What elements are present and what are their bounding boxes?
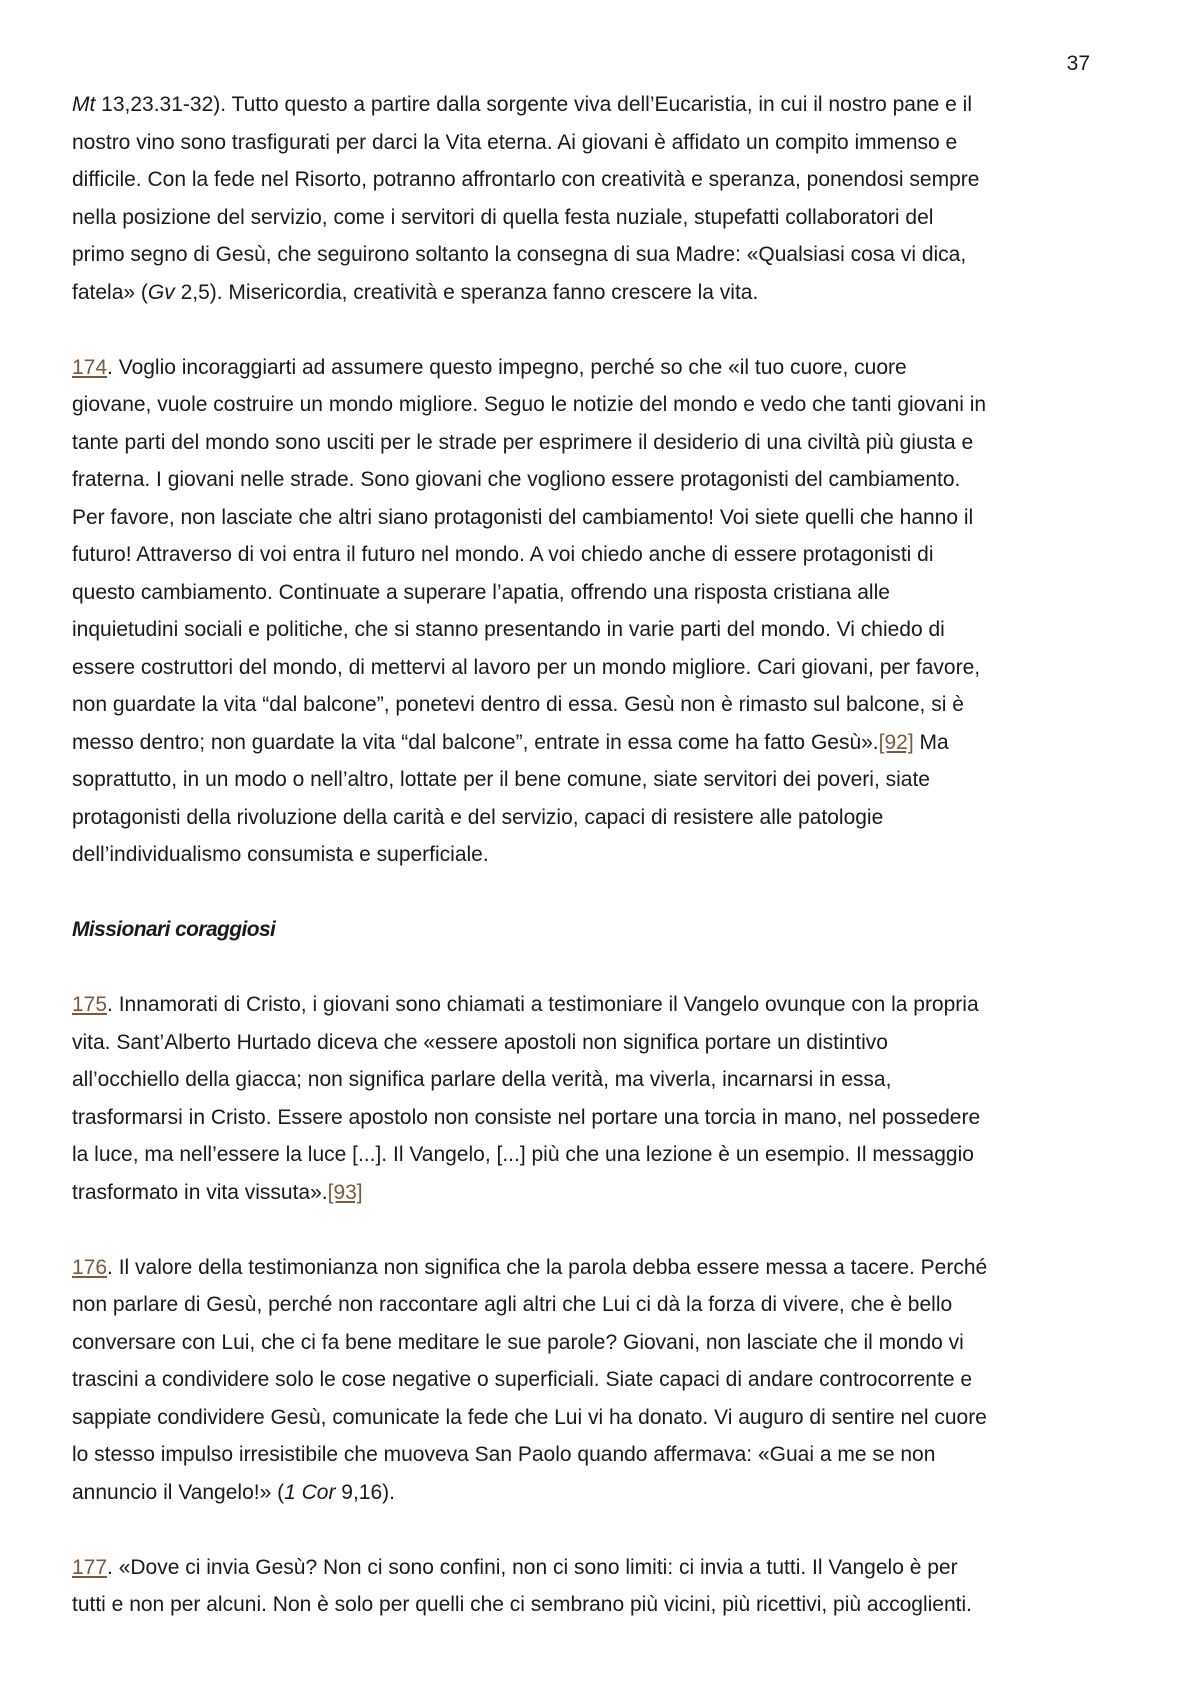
page-number: 37 — [1066, 52, 1090, 75]
text-line — [72, 274, 1132, 312]
text-line: trasformarsi in Cristo. Essere apostolo non consiste nel portare una torcia in mano, nel possedere — [72, 1105, 981, 1129]
section-heading: Missionari coraggiosi — [72, 918, 276, 941]
text-line: fraterna. I giovani nelle strade. Sono giovani che vogliono essere protagonisti del cambiamento. — [72, 468, 961, 491]
text-line: non parlare di Gesù, perché non raccontare agli altri che Lui ci dà la forza di vivere, che è bello — [72, 1293, 953, 1316]
text-line: soprattutto, in un modo o nell’altro, lottate per il bene comune, siate servitori dei poveri, siate — [72, 768, 930, 791]
paragraph-continuation — [72, 86, 1132, 311]
text-line: Per favore, non lasciate che altri siano protagonisti del cambiamento! Voi siete quelli che hanno il — [72, 505, 974, 529]
text-span: trasformato in vita vissuta». — [72, 1180, 328, 1204]
text-span: 13,23.31-32). Tutto questo a partire dalla sorgente viva dell’Eucaristia, in cui il nostro pane e il — [95, 93, 972, 116]
paragraph-174 — [72, 349, 1132, 874]
paragraph-number-link[interactable]: 176 — [72, 1255, 108, 1279]
text-line: nella posizione del servizio, come i servitori di quella festa nuziale, stupefatti collaboratori del — [72, 205, 934, 229]
paragraph-number-link[interactable]: 174 — [72, 355, 108, 379]
text-span: . Voglio incoraggiarti ad assumere questo impegno, perché so che «il tuo cuore, cuore — [107, 355, 907, 379]
text-line: futuro! Attraverso di voi entra il futuro nel mondo. A voi chiedo anche di essere protagonisti di — [72, 543, 934, 566]
text-line: primo segno di Gesù, che seguirono soltanto la consegna di sua Madre: «Qualsiasi cosa vi dica, — [72, 243, 967, 266]
text-line: conversare con Lui, che ci fa bene meditare le sue parole? Giovani, non lasciate che il mondo vi — [72, 1330, 964, 1354]
paragraph-number-link[interactable]: 175 — [72, 993, 108, 1016]
paragraph-175 — [72, 986, 1132, 1211]
text-span: . Innamorati di Cristo, i giovani sono chiamati a testimoniare il Vangelo ovunque con la propria — [107, 993, 979, 1016]
text-span: . Il valore della testimonianza non significa che la parola debba essere messa a tacere. Perché — [107, 1255, 988, 1279]
text-line — [72, 1549, 1132, 1587]
paragraph-176 — [72, 1249, 1132, 1512]
text-line: difficile. Con la fede nel Risorto, potranno affrontarlo con creatività e speranza, ponendosi sempre — [72, 168, 980, 191]
text-line — [72, 724, 1132, 762]
scripture-ref: Gv — [147, 280, 175, 304]
text-line: trascini a condividere solo le cose negative o superficiali. Siate capaci di andare controcorrente e — [72, 1368, 973, 1391]
footnote-link[interactable]: [93] — [327, 1180, 363, 1204]
text-line: tante parti del mondo sono usciti per le strade per esprimere il desiderio di una civiltà più giusta e — [72, 430, 974, 454]
text-line — [72, 1174, 1132, 1212]
text-line — [72, 86, 1132, 124]
document-body — [72, 86, 1132, 1661]
footnote-link[interactable]: [92] — [878, 730, 914, 754]
text-line: vita. Sant’Alberto Hurtado diceva che «essere apostoli non significa portare un distintivo — [72, 1030, 888, 1054]
text-line: inquietudini sociali e politiche, che si stanno presentando in varie parti del mondo. Vi chiedo di — [72, 618, 945, 641]
text-line: dell’individualismo consumista e superficiale. — [72, 843, 489, 866]
text-line: non guardate la vita “dal balcone”, ponetevi dentro di essa. Gesù non è rimasto sul balcone, si è — [72, 693, 964, 716]
text-span: . «Dove ci invia Gesù? Non ci sono confini, non ci sono limiti: ci invia a tutti. Il Vangelo è per — [107, 1555, 958, 1579]
text-span: 2,5). Misericordia, creatività e speranza fanno crescere la vita. — [174, 280, 759, 304]
paragraph-number-link[interactable]: 177 — [72, 1555, 108, 1579]
text-span: messo dentro; non guardate la vita “dal balcone”, entrate in essa come ha fatto Gesù». — [72, 730, 879, 754]
text-line: sappiate condividere Gesù, comunicate la fede che Lui vi ha donato. Vi auguro di sentire nel cuore — [72, 1405, 987, 1429]
text-line: nostro vino sono trasfigurati per darci la Vita eterna. Ai giovani è affidato un compito immenso e — [72, 130, 958, 154]
text-span: annuncio il Vangelo!» ( — [72, 1480, 285, 1504]
text-span: Ma — [913, 730, 949, 754]
text-line: la luce, ma nell’essere la luce [...]. Il Vangelo, [...] più che una lezione è un esempio. Il messaggio — [72, 1143, 974, 1166]
text-line — [72, 1249, 1132, 1287]
scripture-ref: Mt — [72, 93, 96, 116]
text-line: giovane, vuole costruire un mondo migliore. Seguo le notizie del mondo e vedo che tanti giovani in — [72, 393, 987, 416]
text-line: questo cambiamento. Continuate a superare l’apatia, offrendo una risposta cristiana alle — [72, 580, 890, 604]
text-line: lo stesso impulso irresistibile che muoveva San Paolo quando affermava: «Guai a me se non — [72, 1443, 936, 1466]
text-line — [72, 986, 1132, 1024]
paragraph-177 — [72, 1549, 1132, 1624]
text-line: essere costruttori del mondo, di mettervi al lavoro per un mondo migliore. Cari giovani, per favore, — [72, 655, 981, 679]
text-span: 9,16). — [335, 1480, 395, 1504]
text-line: tutti e non per alcuni. Non è solo per quelli che ci sembrano più vicini, più ricettivi, più accoglienti. — [72, 1593, 972, 1616]
text-line — [72, 1474, 1132, 1512]
scripture-ref: 1 Cor — [284, 1480, 336, 1504]
text-line: all’occhiello della giacca; non significa parlare della verità, ma viverla, incarnarsi in essa, — [72, 1068, 892, 1091]
text-line: protagonisti della rivoluzione della carità e del servizio, capaci di resistere alle patologie — [72, 805, 884, 829]
text-span: fatela» ( — [72, 280, 148, 304]
text-line — [72, 349, 1132, 387]
